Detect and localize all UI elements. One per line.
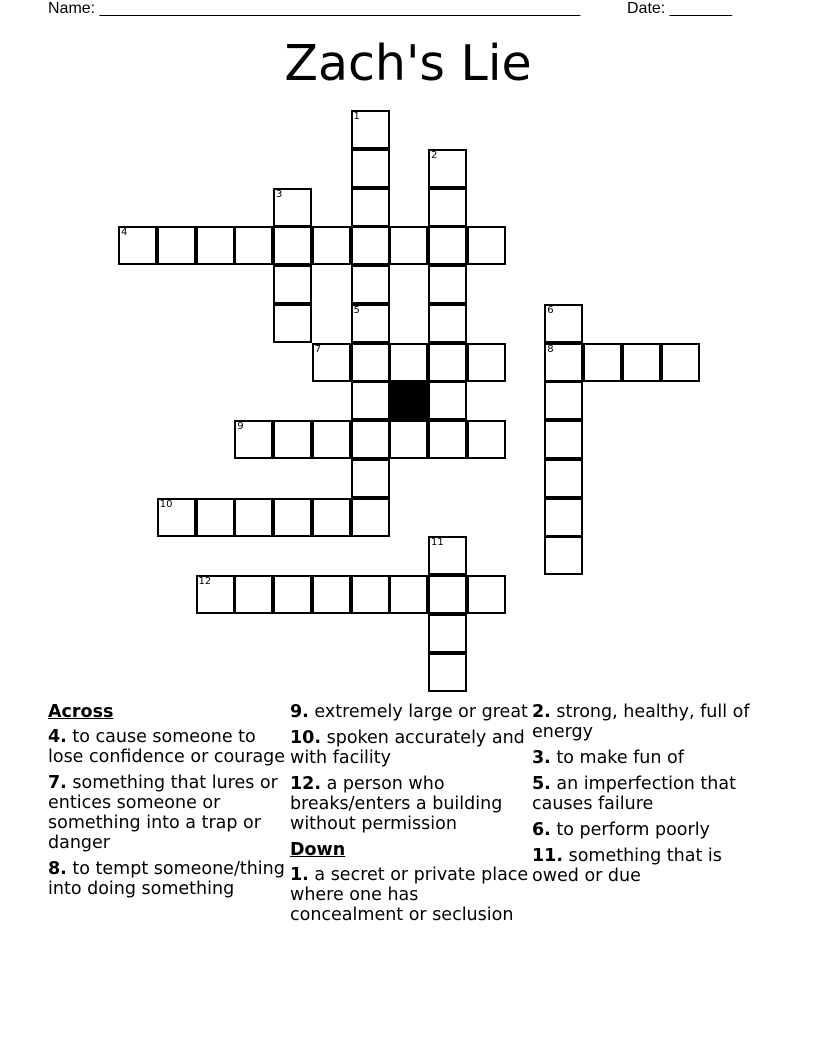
clue-number: 2 (431, 149, 438, 161)
black-square (389, 381, 428, 420)
grid-cell[interactable] (351, 110, 390, 149)
grid-cell[interactable] (312, 420, 351, 459)
grid-cell[interactable] (312, 498, 351, 537)
grid-cell[interactable] (467, 226, 506, 265)
clue-number: 8 (547, 343, 554, 355)
grid-cell[interactable] (428, 343, 467, 382)
down-heading: Down (290, 840, 346, 860)
grid-cell[interactable] (544, 304, 583, 343)
grid-cell[interactable] (583, 343, 622, 382)
grid-cell[interactable] (428, 265, 467, 304)
grid-cell[interactable] (196, 575, 235, 614)
grid-cell[interactable] (428, 614, 467, 653)
clue-across-4: 4. to cause someone to lose confidence or courage (48, 727, 286, 767)
grid-cell[interactable] (312, 575, 351, 614)
grid-cell[interactable] (351, 420, 390, 459)
grid-cell[interactable] (351, 149, 390, 188)
puzzle-title: Zach's Lie (284, 35, 532, 92)
grid-cell[interactable] (351, 304, 390, 343)
grid-cell[interactable] (428, 381, 467, 420)
grid-cell[interactable] (389, 575, 428, 614)
grid-cell[interactable] (467, 343, 506, 382)
grid-cell[interactable] (273, 304, 312, 343)
across-heading: Across (48, 702, 114, 722)
clue-down-2: 2. strong, healthy, full of energy (532, 702, 750, 742)
grid-cell[interactable] (234, 226, 273, 265)
grid-cell[interactable] (351, 381, 390, 420)
grid-cell[interactable] (428, 226, 467, 265)
clue-down-3: 3. to make fun of (532, 748, 684, 768)
grid-cell[interactable] (234, 420, 273, 459)
clue-number: 6 (547, 304, 554, 316)
grid-cell[interactable] (389, 343, 428, 382)
grid-cell[interactable] (389, 226, 428, 265)
clue-down-1: 1. a secret or private place where one has concealment or seclusion (290, 865, 529, 925)
grid-cell[interactable] (312, 343, 351, 382)
clue-number: 7 (314, 343, 322, 355)
grid-cell[interactable] (467, 420, 506, 459)
grid-cell[interactable] (351, 575, 390, 614)
grid-cell[interactable] (273, 498, 312, 537)
name-field: Name: ______________________________________________________ (48, 0, 581, 17)
clue-down-6: 6. to perform poorly (532, 820, 710, 840)
clue-number: 12 (198, 576, 212, 587)
grid-cell[interactable] (544, 381, 583, 420)
grid-cell[interactable] (544, 459, 583, 498)
clue-across-7: 7. something that lures or entices someone or something into a trap or danger (48, 773, 278, 853)
grid-cell[interactable] (273, 265, 312, 304)
clue-number: 5 (353, 304, 360, 316)
clues-column-1 (48, 700, 288, 905)
date-field: Date: _______ (627, 0, 732, 17)
clue-number: 11 (431, 537, 444, 549)
grid-cell[interactable] (273, 188, 312, 227)
grid-cell[interactable] (544, 498, 583, 537)
clue-number: 10 (159, 498, 173, 510)
grid-cell[interactable] (544, 343, 583, 382)
grid-cell[interactable] (428, 304, 467, 343)
grid-cell[interactable] (428, 536, 467, 575)
grid-cell[interactable] (351, 343, 390, 382)
grid-cell[interactable] (428, 420, 467, 459)
grid-cell[interactable] (467, 575, 506, 614)
grid-cell[interactable] (351, 188, 390, 227)
clue-number: 3 (276, 188, 283, 200)
grid-cell[interactable] (234, 575, 273, 614)
clue-number: 9 (237, 421, 244, 432)
grid-cell[interactable] (661, 343, 700, 382)
clues-column-3 (532, 700, 772, 892)
grid-cell[interactable] (273, 575, 312, 614)
grid-cell[interactable] (157, 498, 196, 537)
grid-cell[interactable] (351, 265, 390, 304)
grid-cell[interactable] (273, 226, 312, 265)
grid-cell[interactable] (351, 226, 390, 265)
grid-cell[interactable] (428, 188, 467, 227)
clue-across-9: 9. extremely large or great (290, 702, 528, 722)
grid-cell[interactable] (622, 343, 661, 382)
clues-column-2 (290, 700, 530, 931)
grid-cell[interactable] (351, 498, 390, 537)
grid-cell[interactable] (428, 653, 467, 692)
clue-number: 4 (121, 227, 128, 239)
grid-cell[interactable] (544, 536, 583, 575)
grid-cell[interactable] (389, 420, 428, 459)
clue-across-8: 8. to tempt someone/thing into doing something (48, 859, 285, 899)
grid-cell[interactable] (196, 226, 235, 265)
grid-cell[interactable] (428, 149, 467, 188)
grid-cell[interactable] (234, 498, 273, 537)
grid-cell[interactable] (118, 226, 157, 265)
grid-cell[interactable] (428, 575, 467, 614)
clue-down-11: 11. something that is owed or due (532, 846, 722, 886)
clue-across-10: 10. spoken accurately and with facility (290, 728, 525, 768)
clue-down-5: 5. an imperfection that causes failure (532, 774, 736, 814)
grid-cell[interactable] (544, 420, 583, 459)
clue-across-12: 12. a person who breaks/enters a building without permission (290, 774, 503, 834)
clue-number: 1 (353, 111, 360, 122)
grid-cell[interactable] (351, 459, 390, 498)
grid-cell[interactable] (196, 498, 235, 537)
grid-cell[interactable] (312, 226, 351, 265)
grid-cell[interactable] (273, 420, 312, 459)
grid-cell[interactable] (157, 226, 196, 265)
